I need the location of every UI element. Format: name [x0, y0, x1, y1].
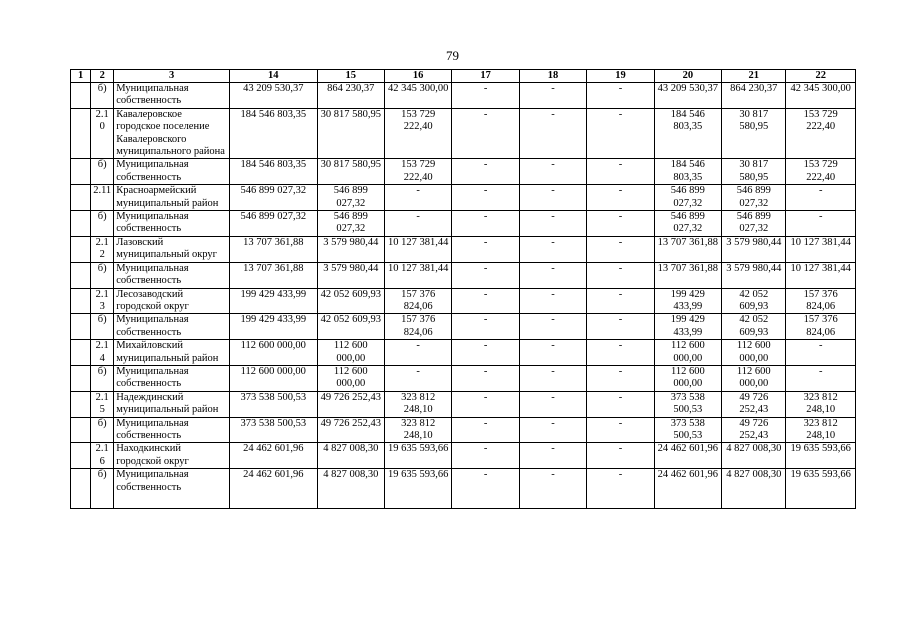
table-cell: б)	[91, 83, 114, 109]
table-cell: 199 429 433,99	[654, 314, 721, 340]
table-cell: -	[587, 443, 654, 469]
table-cell: 112 600 000,00	[654, 340, 721, 366]
table-cell: 3 579 980,44	[317, 262, 384, 288]
page-number: 79	[446, 48, 459, 63]
table-cell: -	[587, 236, 654, 262]
table-cell: 546 899 027,32	[722, 185, 786, 211]
table-cell: 546 899 027,32	[654, 185, 721, 211]
table-cell: 10 127 381,44	[786, 236, 856, 262]
table-cell	[71, 211, 91, 237]
table-cell: -	[452, 108, 519, 159]
table-cell: 10 127 381,44	[384, 262, 451, 288]
table-cell: 49 726 252,43	[317, 417, 384, 443]
table-cell: б)	[91, 314, 114, 340]
table-cell: -	[786, 185, 856, 211]
table-row	[71, 159, 856, 185]
table-cell: 24 462 601,96	[654, 469, 721, 509]
table-cell: 184 546 803,35	[654, 159, 721, 185]
table-cell: Муниципальная собственность	[114, 314, 230, 340]
table-cell: 373 538 500,53	[654, 391, 721, 417]
table-cell: 13 707 361,88	[230, 262, 318, 288]
table-cell: -	[452, 236, 519, 262]
table-cell: 4 827 008,30	[722, 469, 786, 509]
table-cell: -	[384, 365, 451, 391]
table-cell: 323 812 248,10	[384, 391, 451, 417]
table-cell: 199 429 433,99	[654, 288, 721, 314]
table-cell: 2.16	[91, 443, 114, 469]
table-cell: -	[452, 185, 519, 211]
table-cell: 4 827 008,30	[722, 443, 786, 469]
table-cell: -	[452, 83, 519, 109]
table-cell: -	[786, 340, 856, 366]
table-cell: 546 899 027,32	[654, 211, 721, 237]
table-cell	[71, 469, 91, 509]
table-cell: -	[519, 340, 586, 366]
table-row	[71, 365, 856, 391]
table-cell: -	[452, 443, 519, 469]
table-row	[71, 236, 856, 262]
table-cell: 30 817 580,95	[722, 108, 786, 159]
table-body	[71, 83, 856, 509]
table-cell: Лесозаводский городской округ	[114, 288, 230, 314]
table-cell: -	[587, 83, 654, 109]
table-cell: -	[519, 108, 586, 159]
table-cell: 112 600 000,00	[722, 340, 786, 366]
table-cell: Муниципальная собственность	[114, 83, 230, 109]
table-cell: 864 230,37	[317, 83, 384, 109]
table-cell: -	[587, 469, 654, 509]
table-cell	[71, 185, 91, 211]
column-header: 21	[722, 70, 786, 83]
table-cell: -	[452, 340, 519, 366]
table-cell: 199 429 433,99	[230, 288, 318, 314]
table-cell: б)	[91, 159, 114, 185]
table-cell: -	[587, 159, 654, 185]
table-cell: -	[519, 236, 586, 262]
column-header: 3	[114, 70, 230, 83]
table-cell: -	[587, 340, 654, 366]
table-cell: -	[452, 314, 519, 340]
table-cell	[71, 83, 91, 109]
column-header: 18	[519, 70, 586, 83]
table-cell: 42 052 609,93	[722, 314, 786, 340]
table-cell: 112 600 000,00	[230, 340, 318, 366]
table-cell: 24 462 601,96	[230, 443, 318, 469]
table-cell: 30 817 580,95	[722, 159, 786, 185]
table-cell	[71, 391, 91, 417]
table-cell: 10 127 381,44	[384, 236, 451, 262]
table-row	[71, 391, 856, 417]
table-cell: 112 600 000,00	[722, 365, 786, 391]
table-cell: -	[519, 365, 586, 391]
table-row	[71, 340, 856, 366]
table-cell: 42 052 609,93	[722, 288, 786, 314]
table-cell: 30 817 580,95	[317, 159, 384, 185]
table-cell: 153 729 222,40	[384, 159, 451, 185]
table-cell: -	[452, 365, 519, 391]
table-cell: 546 899 027,32	[230, 185, 318, 211]
table-cell: 199 429 433,99	[230, 314, 318, 340]
table-cell: 157 376 824,06	[786, 288, 856, 314]
table-cell: б)	[91, 365, 114, 391]
table-cell: Лазовский муниципальный округ	[114, 236, 230, 262]
table-cell: б)	[91, 417, 114, 443]
table-cell: -	[786, 365, 856, 391]
table-cell: -	[786, 211, 856, 237]
table-cell: Муниципальная собственность	[114, 211, 230, 237]
table-cell: 323 812 248,10	[786, 417, 856, 443]
table-cell: 2.15	[91, 391, 114, 417]
table-cell: 864 230,37	[722, 83, 786, 109]
table-cell: Муниципальная собственность	[114, 262, 230, 288]
table-cell: 19 635 593,66	[384, 469, 451, 509]
table-cell: 49 726 252,43	[722, 391, 786, 417]
table-cell: 19 635 593,66	[786, 469, 856, 509]
table-cell: -	[587, 391, 654, 417]
table-cell: 373 538 500,53	[654, 417, 721, 443]
table-cell: 112 600 000,00	[230, 365, 318, 391]
table-cell: 10 127 381,44	[786, 262, 856, 288]
table-cell: 19 635 593,66	[786, 443, 856, 469]
column-header: 15	[317, 70, 384, 83]
table-cell: б)	[91, 211, 114, 237]
table-cell: Кавалеровское городское поселение Кавалеровского муниципального района	[114, 108, 230, 159]
table-cell: 373 538 500,53	[230, 391, 318, 417]
table-cell: Михайловский муниципальный район	[114, 340, 230, 366]
table-cell	[71, 340, 91, 366]
table-cell: 49 726 252,43	[317, 391, 384, 417]
table-cell: -	[587, 262, 654, 288]
table-cell: -	[587, 288, 654, 314]
budget-table	[70, 69, 856, 509]
table-cell	[71, 159, 91, 185]
table-cell: -	[519, 211, 586, 237]
table-row	[71, 108, 856, 159]
table-cell: 112 600 000,00	[317, 365, 384, 391]
table-cell: -	[587, 211, 654, 237]
table-cell: -	[519, 185, 586, 211]
table-cell: 42 052 609,93	[317, 288, 384, 314]
table-row	[71, 211, 856, 237]
table-cell: 153 729 222,40	[786, 108, 856, 159]
table-cell: -	[519, 391, 586, 417]
table-cell: Красноармейский муниципальный район	[114, 185, 230, 211]
table-cell	[71, 417, 91, 443]
table-cell: -	[452, 469, 519, 509]
table-cell: 373 538 500,53	[230, 417, 318, 443]
table-cell: -	[587, 314, 654, 340]
table-cell: 4 827 008,30	[317, 469, 384, 509]
table-cell: 184 546 803,35	[230, 159, 318, 185]
table-cell: Находкинский городской округ	[114, 443, 230, 469]
table-cell: 546 899 027,32	[317, 185, 384, 211]
column-header: 2	[91, 70, 114, 83]
table-cell: 13 707 361,88	[230, 236, 318, 262]
column-header: 19	[587, 70, 654, 83]
table-cell: -	[452, 288, 519, 314]
table-cell: 184 546 803,35	[230, 108, 318, 159]
table-cell: -	[384, 211, 451, 237]
table-cell: 3 579 980,44	[722, 236, 786, 262]
table-cell: -	[452, 391, 519, 417]
table-cell	[71, 365, 91, 391]
table-cell: 2.14	[91, 340, 114, 366]
table-cell: 2.11	[91, 185, 114, 211]
table-cell: -	[519, 417, 586, 443]
table-cell: 2.13	[91, 288, 114, 314]
table-cell: 323 812 248,10	[786, 391, 856, 417]
column-header: 22	[786, 70, 856, 83]
table-cell: 24 462 601,96	[654, 443, 721, 469]
table-cell: 49 726 252,43	[722, 417, 786, 443]
column-header: 14	[230, 70, 318, 83]
table-cell: -	[587, 108, 654, 159]
table-cell: 112 600 000,00	[654, 365, 721, 391]
table-cell: -	[384, 340, 451, 366]
table-cell: 112 600 000,00	[317, 340, 384, 366]
table-cell: Надеждинский муниципальный район	[114, 391, 230, 417]
table-cell: 42 345 300,00	[786, 83, 856, 109]
table-cell: 42 345 300,00	[384, 83, 451, 109]
table-row	[71, 185, 856, 211]
table-row	[71, 443, 856, 469]
table-cell: 42 052 609,93	[317, 314, 384, 340]
table-cell: -	[452, 262, 519, 288]
table-cell: -	[587, 365, 654, 391]
table-cell: 157 376 824,06	[786, 314, 856, 340]
table-header-row	[71, 70, 856, 83]
table-cell	[71, 314, 91, 340]
table-row	[71, 83, 856, 109]
table-row	[71, 417, 856, 443]
table-cell: 13 707 361,88	[654, 236, 721, 262]
table-cell: -	[587, 185, 654, 211]
table-cell: -	[452, 211, 519, 237]
table-cell: 24 462 601,96	[230, 469, 318, 509]
table-cell: 2.10	[91, 108, 114, 159]
table-cell: Муниципальная собственность	[114, 365, 230, 391]
table-cell: Муниципальная собственность	[114, 417, 230, 443]
table-cell: 546 899 027,32	[230, 211, 318, 237]
table-row	[71, 288, 856, 314]
table-cell: -	[587, 417, 654, 443]
table-cell: 184 546 803,35	[654, 108, 721, 159]
table-cell: 2.12	[91, 236, 114, 262]
table-cell: 323 812 248,10	[384, 417, 451, 443]
table-cell: б)	[91, 469, 114, 509]
table-cell: -	[519, 288, 586, 314]
table-cell	[71, 108, 91, 159]
table-cell: Муниципальная собственность	[114, 159, 230, 185]
table-cell: 546 899 027,32	[722, 211, 786, 237]
table-cell: 4 827 008,30	[317, 443, 384, 469]
column-header: 1	[71, 70, 91, 83]
table-cell: -	[519, 469, 586, 509]
table-cell: 546 899 027,32	[317, 211, 384, 237]
table-cell: 153 729 222,40	[384, 108, 451, 159]
table-cell: 43 209 530,37	[654, 83, 721, 109]
table-cell	[71, 236, 91, 262]
table-cell: 3 579 980,44	[722, 262, 786, 288]
table-cell: -	[519, 443, 586, 469]
table-row	[71, 262, 856, 288]
table-cell: -	[519, 159, 586, 185]
table-cell: 19 635 593,66	[384, 443, 451, 469]
table-cell: б)	[91, 262, 114, 288]
table-cell: -	[519, 83, 586, 109]
table-row	[71, 314, 856, 340]
table-cell: 153 729 222,40	[786, 159, 856, 185]
column-header: 17	[452, 70, 519, 83]
table-cell	[71, 443, 91, 469]
table-cell: -	[384, 185, 451, 211]
table-cell: 13 707 361,88	[654, 262, 721, 288]
table-cell: 157 376 824,06	[384, 288, 451, 314]
table-row	[71, 469, 856, 509]
table-cell: 157 376 824,06	[384, 314, 451, 340]
table-cell: 43 209 530,37	[230, 83, 318, 109]
table-cell: -	[452, 159, 519, 185]
column-header: 16	[384, 70, 451, 83]
table-cell: Муниципальная собственность	[114, 469, 230, 509]
table-cell: 3 579 980,44	[317, 236, 384, 262]
table-cell: -	[519, 314, 586, 340]
table-cell	[71, 262, 91, 288]
table-cell: -	[452, 417, 519, 443]
table-cell	[71, 288, 91, 314]
table-cell: -	[519, 262, 586, 288]
table-cell: 30 817 580,95	[317, 108, 384, 159]
column-header: 20	[654, 70, 721, 83]
